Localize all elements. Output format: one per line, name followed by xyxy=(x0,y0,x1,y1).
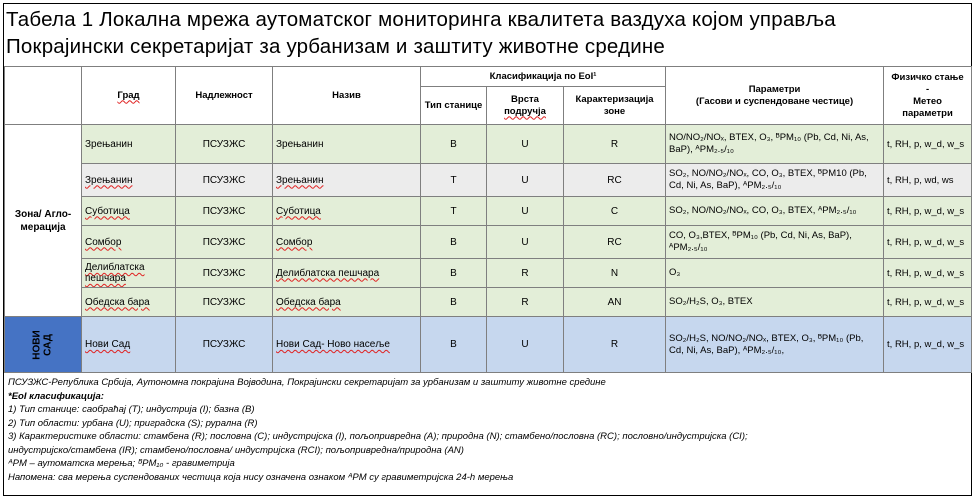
cell-tip: B xyxy=(421,125,487,164)
note-station-type: 1) Тип станице: саобраћај (T); индустрија (I); базна (B) xyxy=(8,404,255,415)
header-naziv: Назив xyxy=(273,67,421,125)
note-eoi-heading: *EoI класификација: xyxy=(8,390,104,402)
cell-naziv: Сомбор xyxy=(273,226,421,259)
cell-meteo: t, RH, p, w_d, w_s xyxy=(884,317,972,373)
cell-nadleznost: ПСУЗЖС xyxy=(176,317,273,373)
cell-tip: T xyxy=(421,197,487,226)
cell-naziv: Суботица xyxy=(273,197,421,226)
table-row xyxy=(5,164,972,197)
cell-meteo: t, RH, p, w_d, w_s xyxy=(884,226,972,259)
stations-table xyxy=(4,66,972,373)
cell-grad: Зрењанин xyxy=(82,125,176,164)
table-row xyxy=(5,226,972,259)
table-row xyxy=(5,125,972,164)
cell-karakterizacija: N xyxy=(564,259,666,288)
cell-nadleznost: ПСУЗЖС xyxy=(176,288,273,317)
header-tip-stanice: Тип станице xyxy=(421,87,487,125)
header-grad: Град xyxy=(82,67,176,125)
cell-vrsta: U xyxy=(487,317,564,373)
cell-nadleznost: ПСУЗЖС xyxy=(176,259,273,288)
title-line-2: Покрајински секретаријат за урбанизам и заштиту животне средине xyxy=(6,35,666,58)
header-karakterizacija: Карактеризација зоне xyxy=(564,87,666,125)
cell-parametri: O₃ xyxy=(666,259,884,288)
cell-parametri: CO, O₃,BTEX, ᴮPM₁₀ (Pb, Cd, Ni, As, BaP), ᴬPM₂.₅/₁₀ xyxy=(666,226,884,259)
header-row-1 xyxy=(5,67,972,87)
table-row xyxy=(5,197,972,226)
cell-vrsta: R xyxy=(487,288,564,317)
cell-naziv: Делиблатска пешчара xyxy=(273,259,421,288)
cell-meteo: t, RH, p, w_d, w_s xyxy=(884,288,972,317)
cell-naziv: Нови Сад- Ново насеље xyxy=(273,317,421,373)
cell-parametri: NO/NO₂/NOₓ, BTEX, O₃, ᴮPM₁₀ (Pb, Cd, Ni, As, BaP), ᴬPM₂.₅/₁₀ xyxy=(666,125,884,164)
cell-grad: Зрењанин xyxy=(82,164,176,197)
cell-grad: Делиблатска пешчара xyxy=(82,259,176,288)
cell-nadleznost: ПСУЗЖС xyxy=(176,125,273,164)
cell-tip: T xyxy=(421,164,487,197)
header-klasifikacija: Класификација по EoI¹ xyxy=(421,67,666,87)
header-fizicko-stanje: Физичко стање - Метео параметри xyxy=(884,67,972,125)
header-parametri: Параметри (Гасови и суспендоване честице) xyxy=(666,67,884,125)
cell-karakterizacija: RC xyxy=(564,226,666,259)
title-line-1: Табела 1 Локална мрежа аутоматског мониторинга квалитета ваздуха којом управља xyxy=(6,8,836,31)
table-row xyxy=(5,259,972,288)
cell-grad: Обедска бара xyxy=(82,288,176,317)
cell-tip: B xyxy=(421,288,487,317)
cell-nadleznost: ПСУЗЖС xyxy=(176,226,273,259)
note-area-characteristics: 3) Карактеристике области: стамбена (R); пословна (C); индустријска (I), пољопривредна (A); природна (N); стамбено/пословна (RC); пословно/индустријска (CI); xyxy=(8,431,748,442)
cell-naziv: Зрењанин xyxy=(273,164,421,197)
table-row xyxy=(5,288,972,317)
cell-vrsta: U xyxy=(487,197,564,226)
cell-nadleznost: ПСУЗЖС xyxy=(176,164,273,197)
cell-karakterizacija: R xyxy=(564,125,666,164)
cell-grad: Сомбор xyxy=(82,226,176,259)
cell-vrsta: U xyxy=(487,125,564,164)
table-title xyxy=(6,6,968,60)
cell-vrsta: R xyxy=(487,259,564,288)
cell-meteo: t, RH, p, wd, ws xyxy=(884,164,972,197)
note-area-type: 2) Тип области: урбана (U); приградска (S); рурална (R) xyxy=(8,417,258,429)
cell-grad: Суботица xyxy=(82,197,176,226)
note-area-characteristics-cont: индустријско/стамбена (IR); стамбено/пословна/ индустријска (RCI); пољопривредна/природна (AN) xyxy=(8,444,464,456)
cell-meteo: t, RH, p, w_d, w_s xyxy=(884,197,972,226)
cell-parametri: SO₂/H₂S, O₃, BTEX xyxy=(666,288,884,317)
cell-tip: B xyxy=(421,226,487,259)
cell-naziv: Обедска бара xyxy=(273,288,421,317)
zone-novi-sad-cell: НОВИ САД xyxy=(5,317,82,373)
cell-vrsta: U xyxy=(487,164,564,197)
note-pm-legend: ᴬPM – аутоматска мерења; ᴮPM₁₀ - гравиметрија xyxy=(8,458,235,469)
table-notes xyxy=(8,376,968,484)
cell-tip: B xyxy=(421,259,487,288)
cell-meteo: t, RH, p, w_d, w_s xyxy=(884,259,972,288)
cell-karakterizacija: R xyxy=(564,317,666,373)
cell-nadleznost: ПСУЗЖС xyxy=(176,197,273,226)
note-remark: Напомена: сва мерења суспендованих честица која нису означена ознаком ᴬPM су гравиметријска 24-h мерења xyxy=(8,471,514,483)
cell-karakterizacija: AN xyxy=(564,288,666,317)
cell-parametri: SO₂, NO/NO₂/NOₓ, CO, O₃, BTEX, ᴮPM10 (Pb, Cd, Ni, As, BaP), ᴬPM₂.₅/₁₀ xyxy=(666,164,884,197)
cell-naziv: Зрењанин xyxy=(273,125,421,164)
cell-parametri: SO₂/H₂S, NO/NO₂/NOₓ, BTEX, O₃, ᴮPM₁₀ (Pb, Cd, Ni, As, BaP), ᴬPM₂.₅/₁₀, xyxy=(666,317,884,373)
header-empty xyxy=(5,67,82,125)
cell-grad: Нови Сад xyxy=(82,317,176,373)
cell-karakterizacija: RC xyxy=(564,164,666,197)
header-vrsta-podrucja: Врста подручја xyxy=(487,87,564,125)
cell-karakterizacija: C xyxy=(564,197,666,226)
cell-parametri: SO₂, NO/NO₂/NOₓ, CO, O₃, BTEX, ᴬPM₂.₅/₁₀ xyxy=(666,197,884,226)
note-abbreviation: ПСУЗЖС-Република Србија, Аутономна покрајина Војводина, Покрајински секретаријат за урбанизам и заштиту животне средине xyxy=(8,377,606,388)
cell-meteo: t, RH, p, w_d, w_s xyxy=(884,125,972,164)
cell-vrsta: U xyxy=(487,226,564,259)
table-row xyxy=(5,317,972,373)
zone-aglomeration-cell: Зона/ Агло- мерација xyxy=(5,125,82,317)
cell-tip: B xyxy=(421,317,487,373)
header-nadleznost: Надлежност xyxy=(176,67,273,125)
